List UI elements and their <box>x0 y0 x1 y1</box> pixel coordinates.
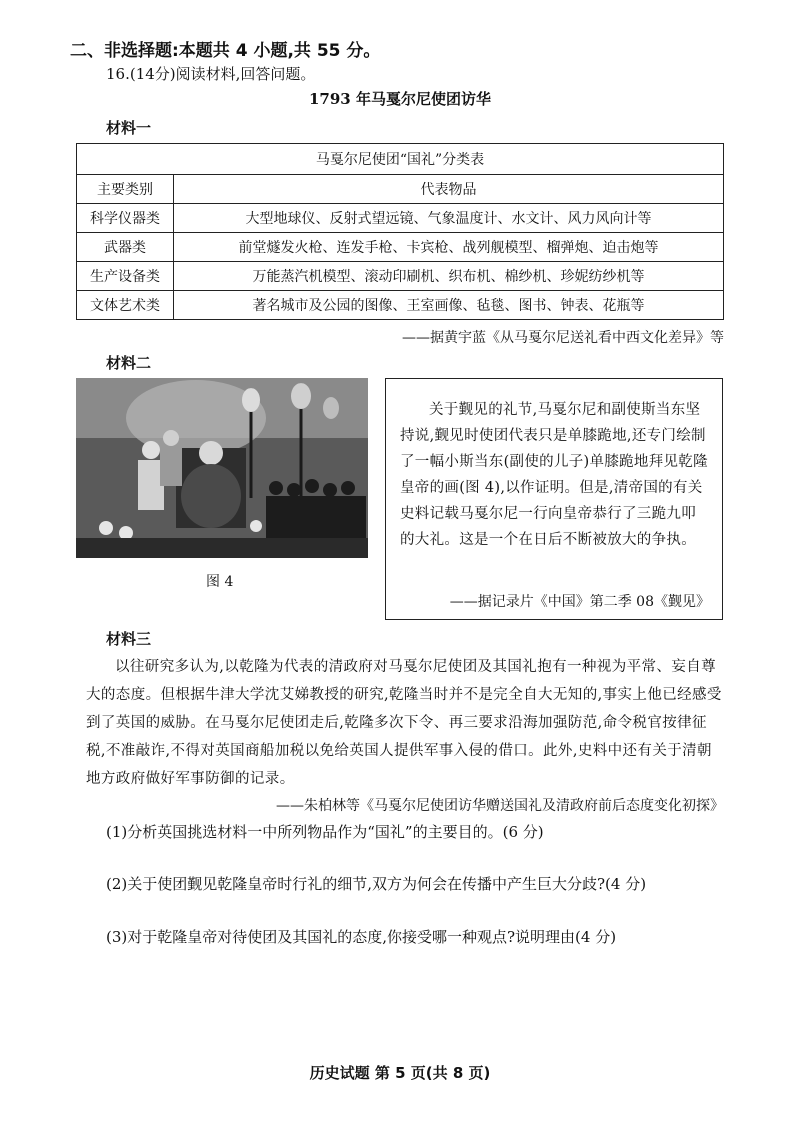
painting-illustration <box>76 378 368 558</box>
table-row <box>77 291 724 320</box>
material1-label: 材料一 <box>106 119 152 137</box>
gift-table <box>76 143 724 320</box>
material3-source: ——朱柏林等《马戛尔尼使团访华赠送国礼及清政府前后态度变化初探》 <box>276 798 724 814</box>
table-header: 代表物品 <box>174 175 724 204</box>
question-2: (2)关于使团觐见乾隆皇帝时行礼的细节,双方为何会在传播中产生巨大分歧?(4 分) <box>106 875 647 893</box>
table-cell-items: 前堂燧发火枪、连发手枪、卡宾枪、战列舰模型、榴弹炮、迫击炮等 <box>174 233 724 262</box>
material3-text: 以往研究多认为,以乾隆为代表的清政府对马戛尔尼使团及其国礼抱有一种视为平常、妄自尊大的态度。但根据牛津大学沈艾娣教授的研究,乾隆当时并不是完全自大无知的,事实上他已经感受到了英国的威胁。在马戛尔尼使团走后,乾隆多次下令、再三要求沿海加强防范,命令税官按律征税,不准敲诈,不得对英国商船加税以免给英国人提供军事入侵的借口。此外,史料中还有关于清朝地方政府做好军事防御的记录。 <box>86 659 722 787</box>
material3-label: 材料三 <box>106 630 152 648</box>
question-3: (3)对于乾隆皇帝对待使团及其国礼的态度,你接受哪一种观点?说明理由(4 分) <box>106 928 617 946</box>
table-cell-category: 武器类 <box>77 233 174 262</box>
material2-quote-box <box>385 378 723 620</box>
table-row <box>77 262 724 291</box>
main-title: 1793 年马戛尔尼使团访华 <box>309 90 491 108</box>
table-cell-items: 万能蒸汽机模型、滚动印刷机、织布机、棉纱机、珍妮纺纱机等 <box>174 262 724 291</box>
table-cell-items: 著名城市及公园的图像、王室画像、毡毯、图书、钟表、花瓶等 <box>174 291 724 320</box>
table-cell-category: 文体艺术类 <box>77 291 174 320</box>
table-row <box>77 204 724 233</box>
material2-source: ——据记录片《中国》第二季 08《觐见》 <box>449 594 710 610</box>
table-cell-items: 大型地球仪、反射式望远镜、气象温度计、水文计、风力风向计等 <box>174 204 724 233</box>
material2-label: 材料二 <box>106 354 152 372</box>
figure-caption: 图 4 <box>206 574 234 590</box>
page-footer: 历史试题 第 5 页(共 8 页) <box>309 1064 491 1082</box>
table-caption: 马戛尔尼使团“国礼”分类表 <box>77 144 724 175</box>
table-row <box>77 233 724 262</box>
table-header: 主要类别 <box>77 175 174 204</box>
table-cell-category: 生产设备类 <box>77 262 174 291</box>
question-title: 16.(14分)阅读材料,回答问题。 <box>106 65 316 83</box>
table-cell-category: 科学仪器类 <box>77 204 174 233</box>
table-header-row <box>77 175 724 204</box>
audience-painting <box>76 378 368 558</box>
material2-quote-text: 关于觐见的礼节,马戛尔尼和副使斯当东坚持说,觐见时使团代表只是单膝跪地,还专门绘制了一幅小斯当东(副使的儿子)单膝跪地拜见乾隆皇帝的画(图 4),以作证明。但是,清帝国的有关史料记载马戛尔尼一行向皇帝恭行了三跪九叩的大礼。这是一个在日后不断被放大的争执。 <box>400 402 708 548</box>
question-1: (1)分析英国挑选材料一中所列物品作为“国礼”的主要目的。(6 分) <box>106 823 544 841</box>
material1-source: ——据黄宇蓝《从马戛尔尼送礼看中西文化差异》等 <box>402 330 724 346</box>
section-title: 二、非选择题:本题共 4 小题,共 55 分。 <box>70 41 381 61</box>
